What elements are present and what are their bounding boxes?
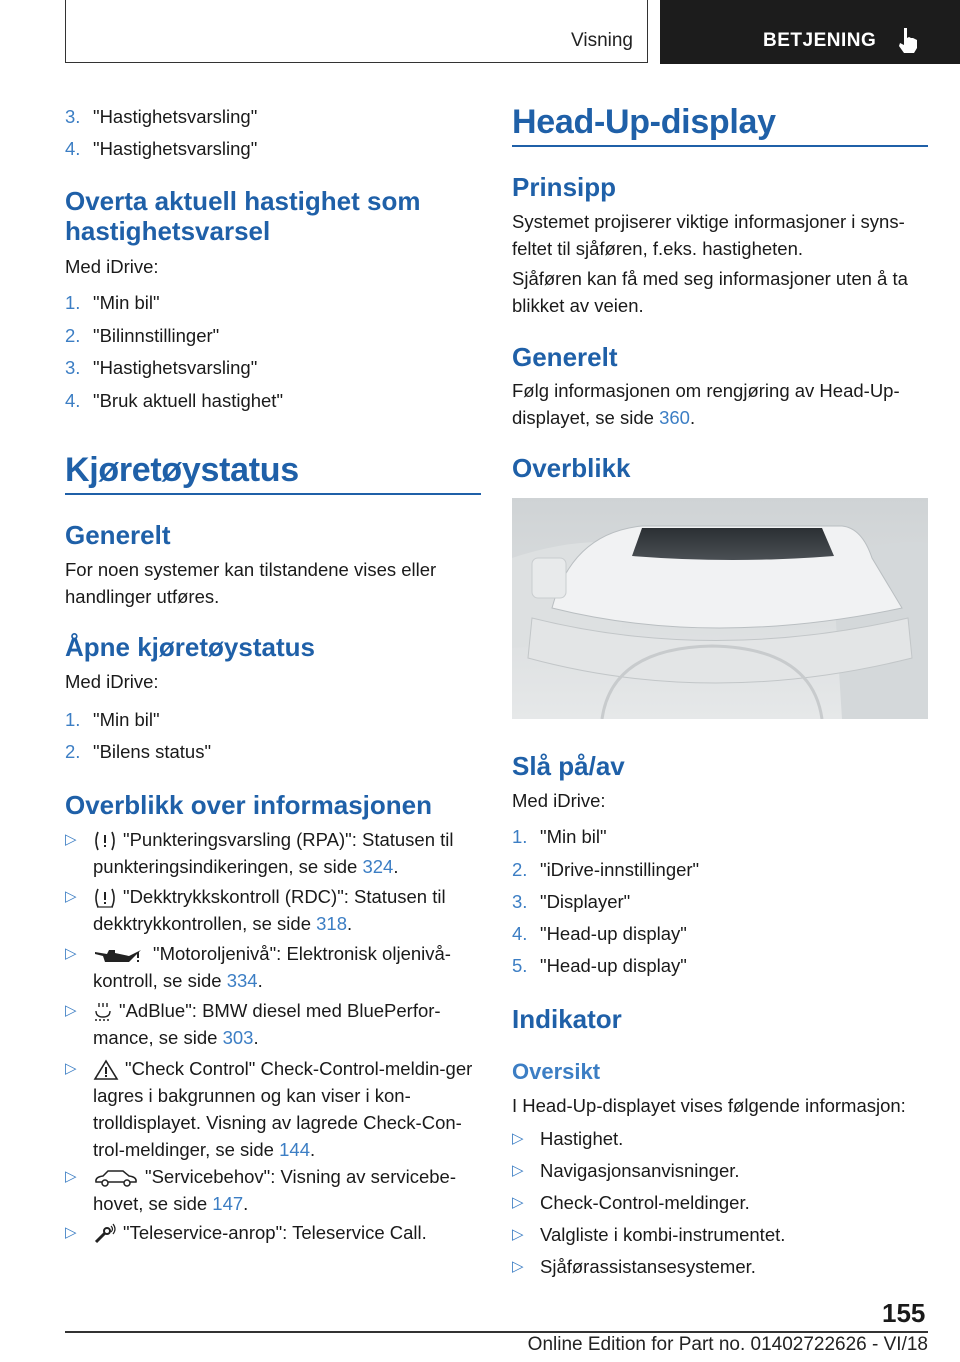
heading-overblikk: Overblikk: [512, 453, 631, 483]
hud-photo: [512, 498, 928, 719]
teleservice-wrench-icon: [93, 1223, 117, 1245]
tire-pressure-icon: [93, 887, 117, 909]
header-section: Visning: [571, 30, 633, 51]
bullet-triangle-icon: ▷: [65, 945, 77, 962]
hand-pointer-icon: [897, 26, 919, 54]
prinsipp-text-1: Systemet projiserer viktige informasjoner i syns-feltet til sjåføren, f.eks. hastigheten.: [512, 211, 905, 259]
med-idrive-text: Med iDrive:: [65, 256, 159, 277]
oversikt-text: I Head-Up-displayet vises følgende informasjon:: [512, 1095, 906, 1116]
heading-prinsipp: Prinsipp: [512, 172, 617, 202]
heading-sla: Slå på/av: [512, 751, 625, 781]
heading-overta: Overta aktuell hastighet som hastighetsvarsel: [65, 186, 421, 246]
bullet-triangle-icon: ▷: [65, 888, 77, 905]
bullet-triangle-icon: ▷: [65, 1168, 77, 1185]
warning-triangle-icon: [93, 1059, 119, 1081]
heading-apne: Åpne kjøretøystatus: [65, 632, 315, 662]
bullet-triangle-icon: ▷: [512, 1162, 524, 1179]
bullet-triangle-icon: ▷: [512, 1194, 524, 1211]
heading-overblikk-info: Overblikk over informasjonen: [65, 790, 433, 820]
bullet-triangle-icon: ▷: [65, 1060, 77, 1077]
heading-generelt: Generelt: [65, 520, 171, 550]
heading-indikator: Indikator: [512, 1004, 622, 1034]
header-frame: [65, 0, 648, 63]
title-rule: [65, 493, 481, 495]
bullet-triangle-icon: ▷: [512, 1130, 524, 1147]
car-service-icon: [93, 1167, 139, 1189]
adblue-icon: [93, 1001, 113, 1023]
med-idrive-text: Med iDrive:: [65, 671, 159, 692]
bullet-triangle-icon: ▷: [65, 1224, 77, 1241]
title-kjoretoystatus: Kjøretøystatus: [65, 451, 299, 489]
oil-can-icon: [93, 944, 147, 966]
heading-generelt: Generelt: [512, 342, 618, 372]
footer-rule: [65, 1331, 928, 1333]
bullet-triangle-icon: ▷: [512, 1226, 524, 1243]
header-tab: [660, 0, 960, 64]
park-warning-icon: [93, 830, 117, 852]
bullet-triangle-icon: ▷: [65, 1002, 77, 1019]
page-number: 155: [882, 1298, 926, 1328]
med-idrive-text: Med iDrive:: [512, 790, 606, 811]
generelt-text: Følg informasjonen om rengjøring av Head-Up-displayet, se side 360.: [512, 380, 900, 428]
generelt-text: For noen systemer kan tilstandene vises eller handlinger utføres.: [65, 559, 437, 607]
header-tab-label: BETJENING: [763, 30, 877, 51]
footer-text: Online Edition for Part no. 01402722626 - VI/18: [527, 1334, 928, 1355]
title-head-up-display: Head-Up-display: [512, 103, 776, 141]
heading-oversikt: Oversikt: [512, 1059, 601, 1084]
prinsipp-text-2: Sjåføren kan få med seg informasjoner uten å ta blikket av veien.: [512, 268, 908, 316]
title-rule: [512, 145, 928, 147]
bullet-triangle-icon: ▷: [512, 1258, 524, 1275]
bullet-triangle-icon: ▷: [65, 831, 77, 848]
